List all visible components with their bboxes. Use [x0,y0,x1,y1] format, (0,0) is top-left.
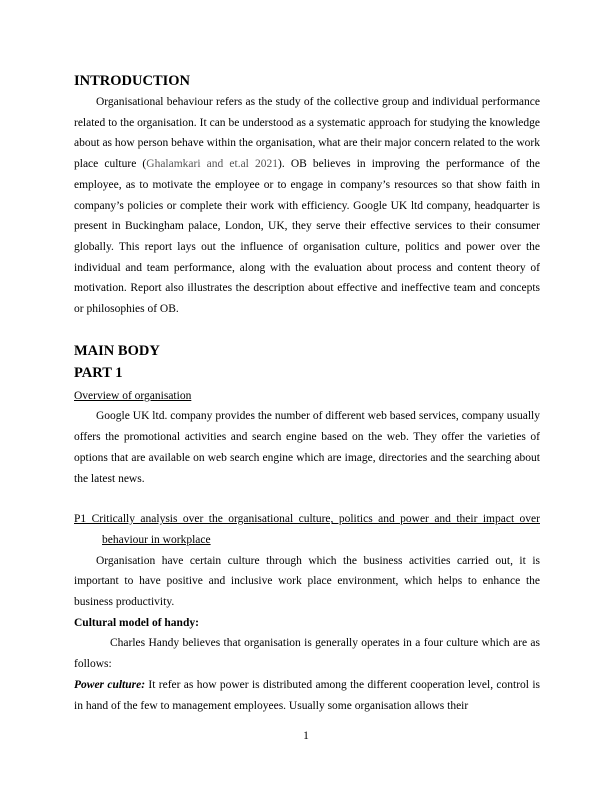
overview-heading: Overview of organisation [74,389,192,402]
spacer [74,489,540,509]
introduction-heading: INTRODUCTION [74,73,191,89]
power-culture-text: It refer as how power is distributed among the different cooperation level, control is in hand of the few to management employees. Usually some organisation allows their [74,678,540,712]
citation: Ghalamkari and et.al 2021 [146,158,278,171]
overview-paragraph: Google UK ltd. company provides the number of different web based services, company usually offers the promotional activities and search engine based on the web. They offer the varieties of options that are available on web search engine which are image, directories and the searching about the latest news. [74,410,540,485]
introduction-text-start: Organisational behaviour refers as the study of the collective group and individual performance related to the organisation. It can be understood as a systematic approach for studying the knowledge about as how person behave within the organisation, what are their major concern related to the work place culture ( [74,96,540,171]
power-culture-paragraph [74,675,540,716]
handy-paragraph: Charles Handy believes that organisation is generally operates in a four culture which are as follows: [74,637,540,671]
document-page [74,72,540,716]
power-culture-label: Power culture: [74,678,146,691]
p1-paragraph: Organisation have certain culture through which the business activities carried out, it is important to have positive and inclusive work place environment, which helps to enhance the business productivity. [74,554,540,609]
page-number: 1 [303,730,309,742]
introduction-text-end: ). OB believes in improving the performance of the employee, as to motivate the employee or to engage in company’s resources so that show faith in company’s policies or complete their work with efficiency. Google UK ltd company, headquarter is present in Buckingham palace, London, UK, they serve their effective services to their consumer globally. This report lays out the influence of organisation culture, politics and power over the individual and team performance, along with the evaluation about process and content theory of motivation. Report also illustrates the description about effective and ineffective team and concepts or philosophies of OB. [74,158,540,316]
part-1-heading: PART 1 [74,364,123,381]
introduction-paragraph [74,92,540,320]
p1-heading [74,509,540,550]
p1-heading-text: P1 Critically analysis over the organisational culture, politics and power and their impact over behaviour in workplace [74,513,540,546]
main-body-heading: MAIN BODY [74,342,160,359]
spacer [74,320,540,342]
cultural-model-heading: Cultural model of handy: [74,616,199,629]
